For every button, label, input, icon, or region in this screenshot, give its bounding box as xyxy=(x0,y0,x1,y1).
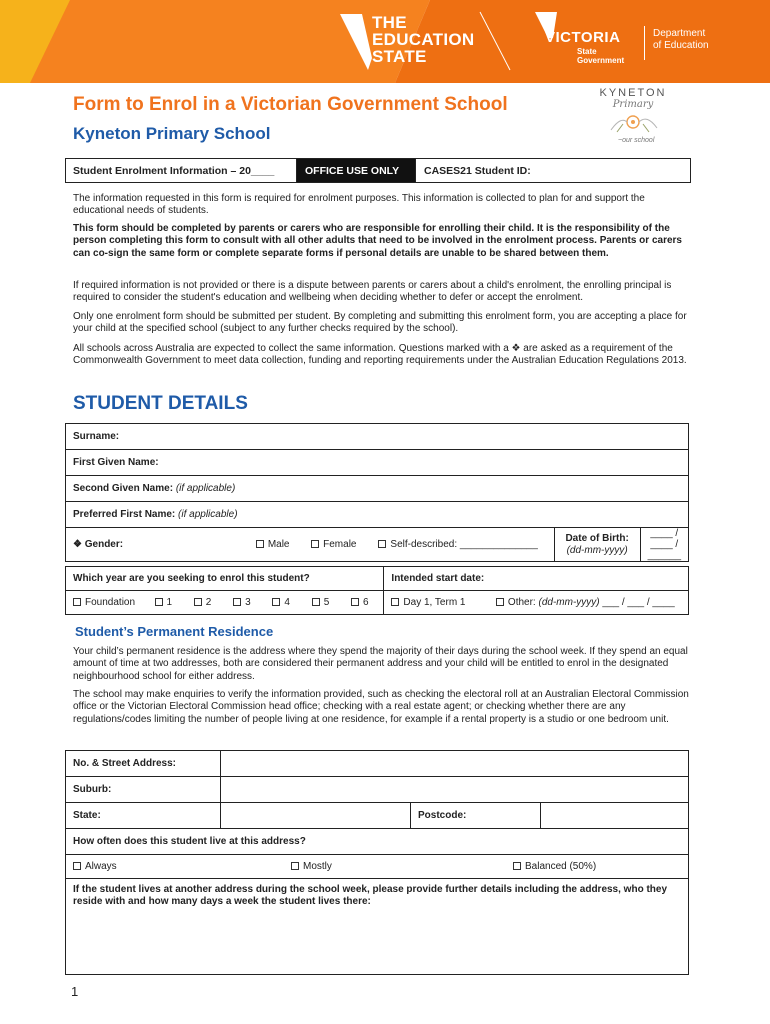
year-option-label: 1 xyxy=(166,597,173,608)
year-level-table xyxy=(65,566,689,615)
how-often-question: How often does this student live at this address? xyxy=(66,829,689,855)
year-option-label: 6 xyxy=(362,597,369,608)
gender-label: ❖ Gender: xyxy=(66,528,249,562)
year-option-foundation[interactable] xyxy=(66,591,148,615)
year-question: Which year are you seeking to enrol this student? xyxy=(66,567,384,591)
year-option-6[interactable] xyxy=(344,591,384,615)
office-use-bar xyxy=(65,158,691,183)
second-name-field[interactable] xyxy=(66,476,689,502)
postcode-input[interactable] xyxy=(541,803,689,829)
gender-male-option[interactable] xyxy=(249,528,304,562)
start-other-blank: ___ / ___ / ____ xyxy=(602,597,675,608)
frequency-options xyxy=(66,855,689,879)
victoria-logo: VICTORIA xyxy=(545,29,621,46)
year-option-label: 4 xyxy=(284,597,290,608)
commonwealth-paragraph: All schools across Australia are expected to collect the same information. Questions marked with a ❖ are asked as a requirement of the Commonwealth Government to meet data collection, funding and reporting requirements under the Australian Education Regulations 2013. xyxy=(73,343,687,367)
year-option-1[interactable] xyxy=(148,591,187,615)
school-logo xyxy=(588,87,678,149)
state-label: State: xyxy=(66,803,221,829)
edu-logo-line: STATE xyxy=(372,47,427,66)
divider xyxy=(644,26,645,60)
school-name: Kyneton Primary School xyxy=(73,124,271,143)
dob-label: Date of Birth: xyxy=(565,532,629,544)
preferred-name-field[interactable] xyxy=(66,502,689,528)
gender-self-described-option[interactable] xyxy=(371,528,554,562)
page-title: Form to Enrol in a Victorian Government School xyxy=(73,94,508,115)
year-option-2[interactable] xyxy=(187,591,226,615)
checkbox-icon[interactable] xyxy=(272,598,280,606)
start-other-label: Other: xyxy=(507,597,536,608)
edu-logo-line: THE xyxy=(372,13,407,32)
street-input[interactable] xyxy=(221,751,689,777)
student-details-heading: STUDENT DETAILS xyxy=(73,393,248,414)
residence-paragraph-1: Your child’s permanent residence is the address where they spend the majority of their days during the school week. If they spend an equal amount of time at two addresses, both are considered their permanent address and your child will be entitled to enrol in the designated neighbourhood school for either address. xyxy=(73,646,688,682)
dob-label-cell xyxy=(554,528,640,562)
freq-option-label: Mostly xyxy=(303,861,332,872)
state-input[interactable] xyxy=(221,803,411,829)
gender-female-option[interactable] xyxy=(304,528,371,562)
freq-option-balanced[interactable] xyxy=(513,861,596,872)
gender-option-label: Male xyxy=(267,539,290,550)
checkbox-icon[interactable] xyxy=(73,862,81,870)
suburb-label: Suburb: xyxy=(66,777,221,803)
preferred-name-label: Preferred First Name: xyxy=(73,509,176,520)
freq-option-mostly[interactable] xyxy=(291,861,513,872)
year-option-5[interactable] xyxy=(305,591,344,615)
dob-input[interactable]: ____ / ____ / ______ xyxy=(640,528,688,562)
street-label: No. & Street Address: xyxy=(66,751,221,777)
second-name-note: (if applicable) xyxy=(175,483,236,494)
school-logo-tagline: ~our school xyxy=(618,137,655,144)
department-name xyxy=(653,28,709,52)
checkbox-icon[interactable] xyxy=(351,598,359,606)
edu-logo-line: EDUCATION xyxy=(372,30,475,49)
year-option-label: 3 xyxy=(245,597,251,608)
start-date-label: Intended start date: xyxy=(384,567,689,591)
education-state-logo xyxy=(372,14,475,65)
checkbox-icon[interactable] xyxy=(155,598,163,606)
checkbox-icon[interactable] xyxy=(312,598,320,606)
address-table xyxy=(65,750,689,975)
first-name-label: First Given Name: xyxy=(73,457,159,468)
flower-icon xyxy=(603,110,663,136)
first-name-field[interactable] xyxy=(66,450,689,476)
suburb-input[interactable] xyxy=(221,777,689,803)
postcode-label: Postcode: xyxy=(411,803,541,829)
checkbox-icon[interactable] xyxy=(291,862,299,870)
victoria-sub-line: Government xyxy=(577,56,625,65)
surname-label: Surname: xyxy=(66,424,249,450)
header-banner xyxy=(0,0,770,83)
enrolment-year-field[interactable]: Student Enrolment Information – 20____ xyxy=(66,159,297,182)
year-option-label: Foundation xyxy=(85,597,136,608)
freq-option-label: Always xyxy=(85,861,117,872)
school-logo-sub: Primary xyxy=(612,99,654,110)
dob-format: (dd-mm-yyyy) xyxy=(566,544,628,556)
year-option-3[interactable] xyxy=(226,591,265,615)
one-form-paragraph: Only one enrolment form should be submitted per student. By completing and submitting this enrolment form, you are accepting a place for your child at the specified school (subject to any further checks required by the school). xyxy=(73,311,687,335)
victoria-subtitle xyxy=(577,47,624,65)
checkbox-icon[interactable] xyxy=(256,540,264,548)
start-other-option[interactable] xyxy=(489,591,689,615)
checkbox-icon[interactable] xyxy=(311,540,319,548)
page-number: 1 xyxy=(71,984,79,999)
checkbox-icon[interactable] xyxy=(378,540,386,548)
gender-option-label: Self-described: ______________ xyxy=(390,539,538,550)
start-day1-label: Day 1, Term 1 xyxy=(403,597,466,608)
school-logo-name: KYNETON xyxy=(599,87,667,99)
checkbox-icon[interactable] xyxy=(194,598,202,606)
student-details-table xyxy=(65,423,689,562)
department-line: of Education xyxy=(653,40,709,51)
surname-input[interactable] xyxy=(249,424,689,450)
year-option-4[interactable] xyxy=(265,591,304,615)
year-option-label: 2 xyxy=(205,597,212,608)
start-other-format: (dd-mm-yyyy) xyxy=(538,597,600,608)
year-option-label: 5 xyxy=(323,597,330,608)
freq-option-always[interactable] xyxy=(73,861,291,872)
second-name-label: Second Given Name: xyxy=(73,483,174,494)
victoria-sub-line: State xyxy=(577,47,597,56)
office-use-label: OFFICE USE ONLY xyxy=(297,159,415,182)
department-line: Department xyxy=(653,28,706,39)
gender-option-label: Female xyxy=(323,539,357,550)
responsibility-paragraph: This form should be completed by parents or carers who are responsible for enrolling their child. It is the responsibility of the person completing this form to consult with all other adults that need to be involved in the enrolment process. Parents or carers can co-sign the same form or complete separate forms if personal details are unable to be shared between them. xyxy=(73,223,682,259)
cases21-id-field[interactable]: CASES21 Student ID: xyxy=(415,159,690,182)
freq-option-label: Balanced (50%) xyxy=(525,861,597,872)
preferred-name-note: (if applicable) xyxy=(178,509,238,520)
start-day1-option[interactable] xyxy=(384,591,489,615)
checkbox-icon[interactable] xyxy=(73,598,81,606)
checkbox-icon[interactable] xyxy=(391,598,399,606)
permanent-residence-heading: Student’s Permanent Residence xyxy=(75,624,274,639)
checkbox-icon[interactable] xyxy=(496,598,504,606)
residence-paragraph-2: The school may make enquiries to verify the information provided, such as checking the electoral roll at an Australian Electoral Commission office or the Victorian Electoral Commission head office; checking with a real estate agent; or checking whether there are any regulations/codes limiting the number of people living at one residence, for example if a rental property is a studio or one bedroom unit. xyxy=(73,689,689,725)
intro-paragraph: The information requested in this form is required for enrolment purposes. This information is collected to plan for and support the educational needs of students. xyxy=(73,193,645,217)
checkbox-icon[interactable] xyxy=(233,598,241,606)
other-address-label: If the student lives at another address during the school week, please provide further details including the address, who they reside with and how many days a week the student lives there: xyxy=(73,884,668,907)
dispute-paragraph: If required information is not provided or there is a dispute between parents or carers about a child's enrolment, the enrolling principal is required to consider the student's education and wellbeing when deciding whether to defer or accept the enrolment. xyxy=(73,280,672,304)
checkbox-icon[interactable] xyxy=(513,862,521,870)
other-address-field[interactable] xyxy=(66,879,689,975)
